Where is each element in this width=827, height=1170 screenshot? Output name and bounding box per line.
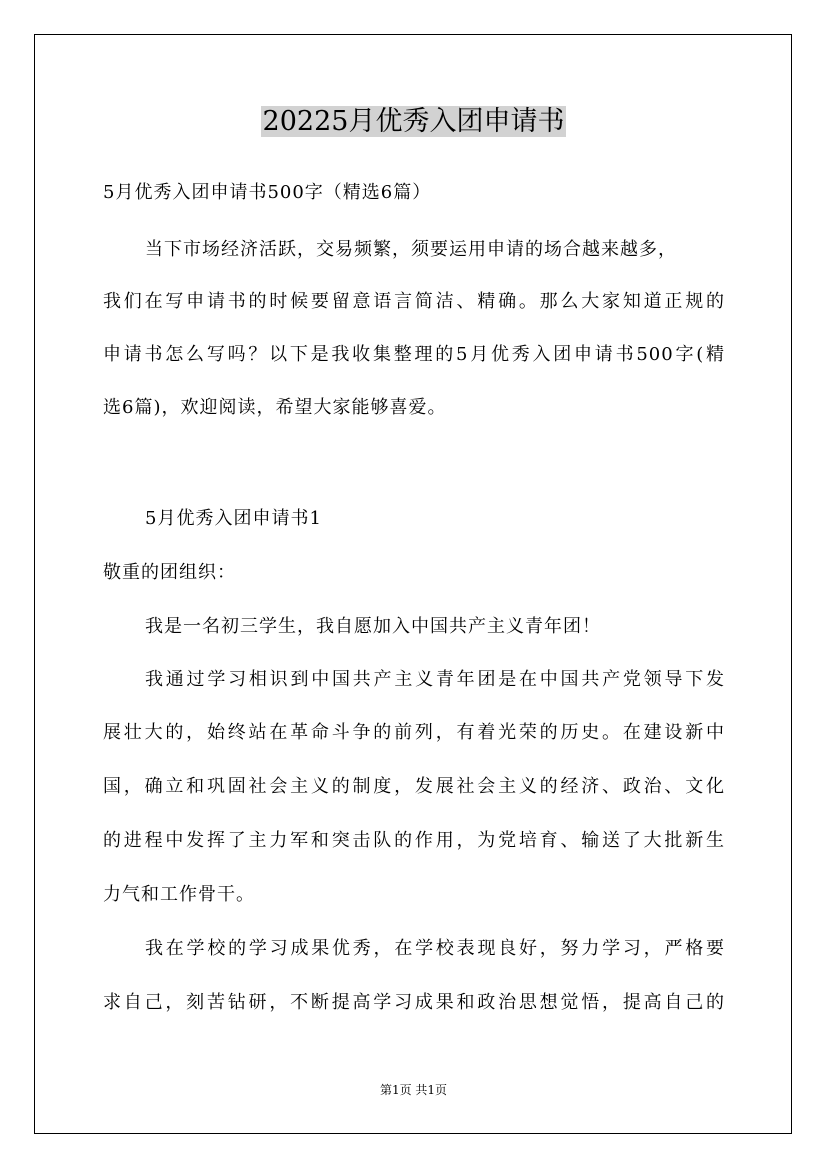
paragraph-3-line-1: 我在学校的学习成果优秀，在学校表现良好，努力学习，严格要 bbox=[145, 938, 725, 959]
document-title-text: 20225月优秀入团申请书 bbox=[262, 106, 565, 137]
document-subtitle: 5月优秀入团申请书500字（精选6篇） bbox=[103, 182, 432, 203]
paragraph-2-line-2: 展壮大的，始终站在革命斗争的前列，有着光荣的历史。在建设新中 bbox=[103, 722, 725, 743]
paragraph-3-line-2: 求自己，刻苦钻研，不断提高学习成果和政治思想觉悟，提高自己的 bbox=[103, 992, 725, 1013]
intro-line-4: 选6篇)，欢迎阅读，希望大家能够喜爱。 bbox=[103, 397, 447, 418]
paragraph-2-line-5: 力气和工作骨干。 bbox=[103, 884, 255, 905]
paragraph-1: 我是一名初三学生，我自愿加入中国共产主义青年团！ bbox=[145, 616, 601, 637]
page-footer: 第1页 共1页 bbox=[379, 1083, 448, 1097]
paragraph-2-line-1: 我通过学习相识到中国共产主义青年团是在中国共产党领导下发 bbox=[145, 669, 725, 690]
paragraph-2-line-4: 的进程中发挥了主力军和突击队的作用，为党培育、输送了大批新生 bbox=[103, 830, 725, 851]
intro-line-1: 当下市场经济活跃，交易频繁，须要运用申请的场合越来越多， bbox=[145, 239, 677, 260]
document-title bbox=[0, 100, 827, 144]
intro-line-2: 我们在写申请书的时候要留意语言简洁、精确。那么大家知道正规的 bbox=[103, 291, 725, 312]
salutation: 敬重的团组织： bbox=[103, 562, 236, 583]
paragraph-2-line-3: 国，确立和巩固社会主义的制度，发展社会主义的经济、政治、文化 bbox=[103, 776, 725, 797]
intro-line-3: 申请书怎么写吗？以下是我收集整理的5月优秀入团申请书500字(精 bbox=[103, 344, 726, 365]
section-heading: 5月优秀入团申请书1 bbox=[145, 508, 322, 529]
